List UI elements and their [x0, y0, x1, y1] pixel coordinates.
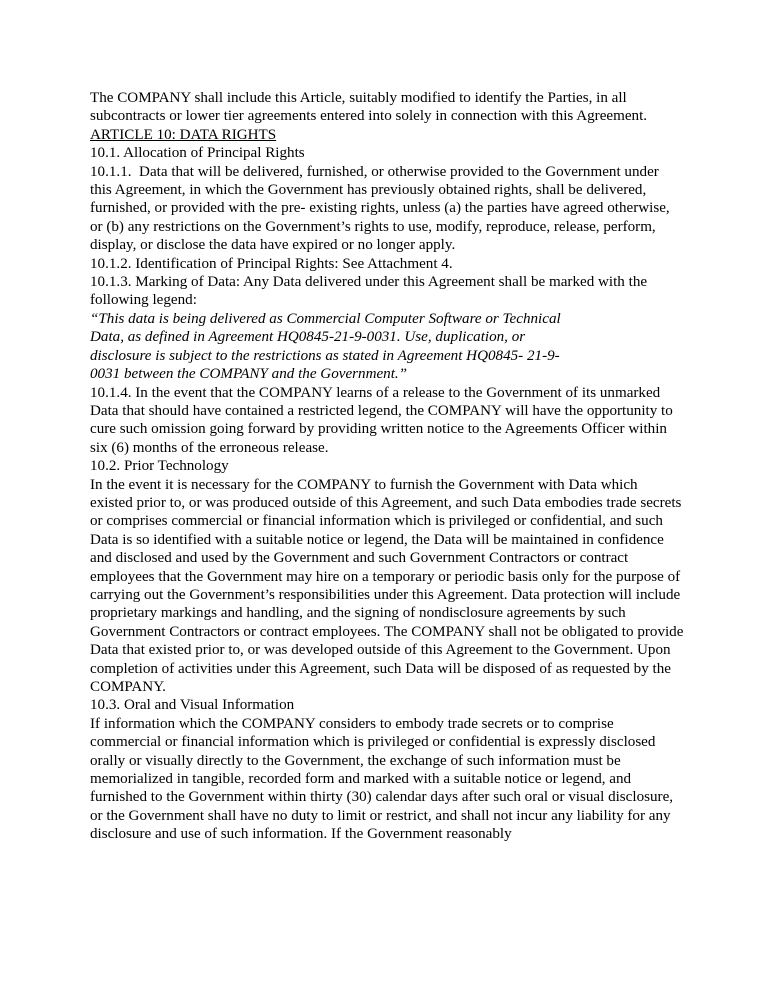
intro-paragraph: The COMPANY shall include this Article, suitably modified to identify the Parties, in all subcontracts or lower tier agreements entered into solely in connection with this Agreement. [90, 90, 648, 125]
data-rights-legend-quote: “This data is being delivered as Commercial Computer Software or Technical Data, as defined in Agreement HQ0845-21-9-0031. Use, duplication, or disclosure is subject to the restrictions as stated in Agreement HQ0845- 21-9-0031 between the COMPANY and the Government.” [90, 310, 561, 383]
section-10-3-body: If information which the COMPANY considers to embody trade secrets or to comprise commercial or financial information which is privileged or confidential is expressly disclosed orally or visually directly to the Government, the exchange of such information must be memorialized in tangible, recorded form and marked with a suitable notice or legend, and furnished to the Government within thirty (30) calendar days after such oral or visual disclosure, or the Government shall have no duty to limit or restrict, and shall not incur any liability for any disclosure and use of such information. If the Government reasonably [90, 715, 674, 843]
section-10-2-heading: 10.2. Prior Technology [90, 458, 229, 475]
clause-10-1-1: 10.1.1. Data that will be delivered, furnished, or otherwise provided to the Government under this Agreement, in which the Government has previously obtained rights, shall be delivered, furnished, or provided with the pre- existing rights, unless (a) the parties have agreed otherwise, or (b) any restrictions on the Government’s rights to use, modify, reproduce, release, perform, display, or disclose the data have expired or no longer apply. [90, 163, 674, 254]
section-10-1-heading: 10.1. Allocation of Principal Rights [90, 145, 305, 162]
section-10-2-body: In the event it is necessary for the COMPANY to furnish the Government with Data which existed prior to, or was produced outside of this Agreement, and such Data embodies trade secrets or comprises commercial or financial information which is privileged or confidential, and such Data is so identified with a suitable notice or legend, the Data will be maintained in confidence and disclosed and used by the Government and such Government Contractors or contract employees that the Government may hire on a temporary or periodic basis only for the purpose of carrying out the Government’s responsibilities under this Agreement. Data protection will include proprietary markings and handling, and the signing of nondisclosure agreements by such Government Contractors or contract employees. The COMPANY shall not be obligated to provide Data that existed prior to, or was developed outside of this Agreement to the Government. Upon completion of activities under this Agreement, such Data will be disposed of as requested by the COMPANY. [90, 476, 684, 695]
article-10-heading: ARTICLE 10: DATA RIGHTS [90, 126, 277, 143]
clause-10-1-3: 10.1.3. Marking of Data: Any Data delivered under this Agreement shall be marked with the following legend: [90, 274, 648, 309]
clause-10-1-4: 10.1.4. In the event that the COMPANY learns of a release to the Government of its unmarked Data that should have contained a restricted legend, the COMPANY will have the opportunity to cure such omission going forward by providing written notice to the Agreements Officer within six (6) months of the erroneous release. [90, 384, 673, 456]
clause-10-1-2: 10.1.2. Identification of Principal Rights: See Attachment 4. [90, 255, 453, 272]
section-10-3-heading: 10.3. Oral and Visual Information [90, 697, 295, 714]
